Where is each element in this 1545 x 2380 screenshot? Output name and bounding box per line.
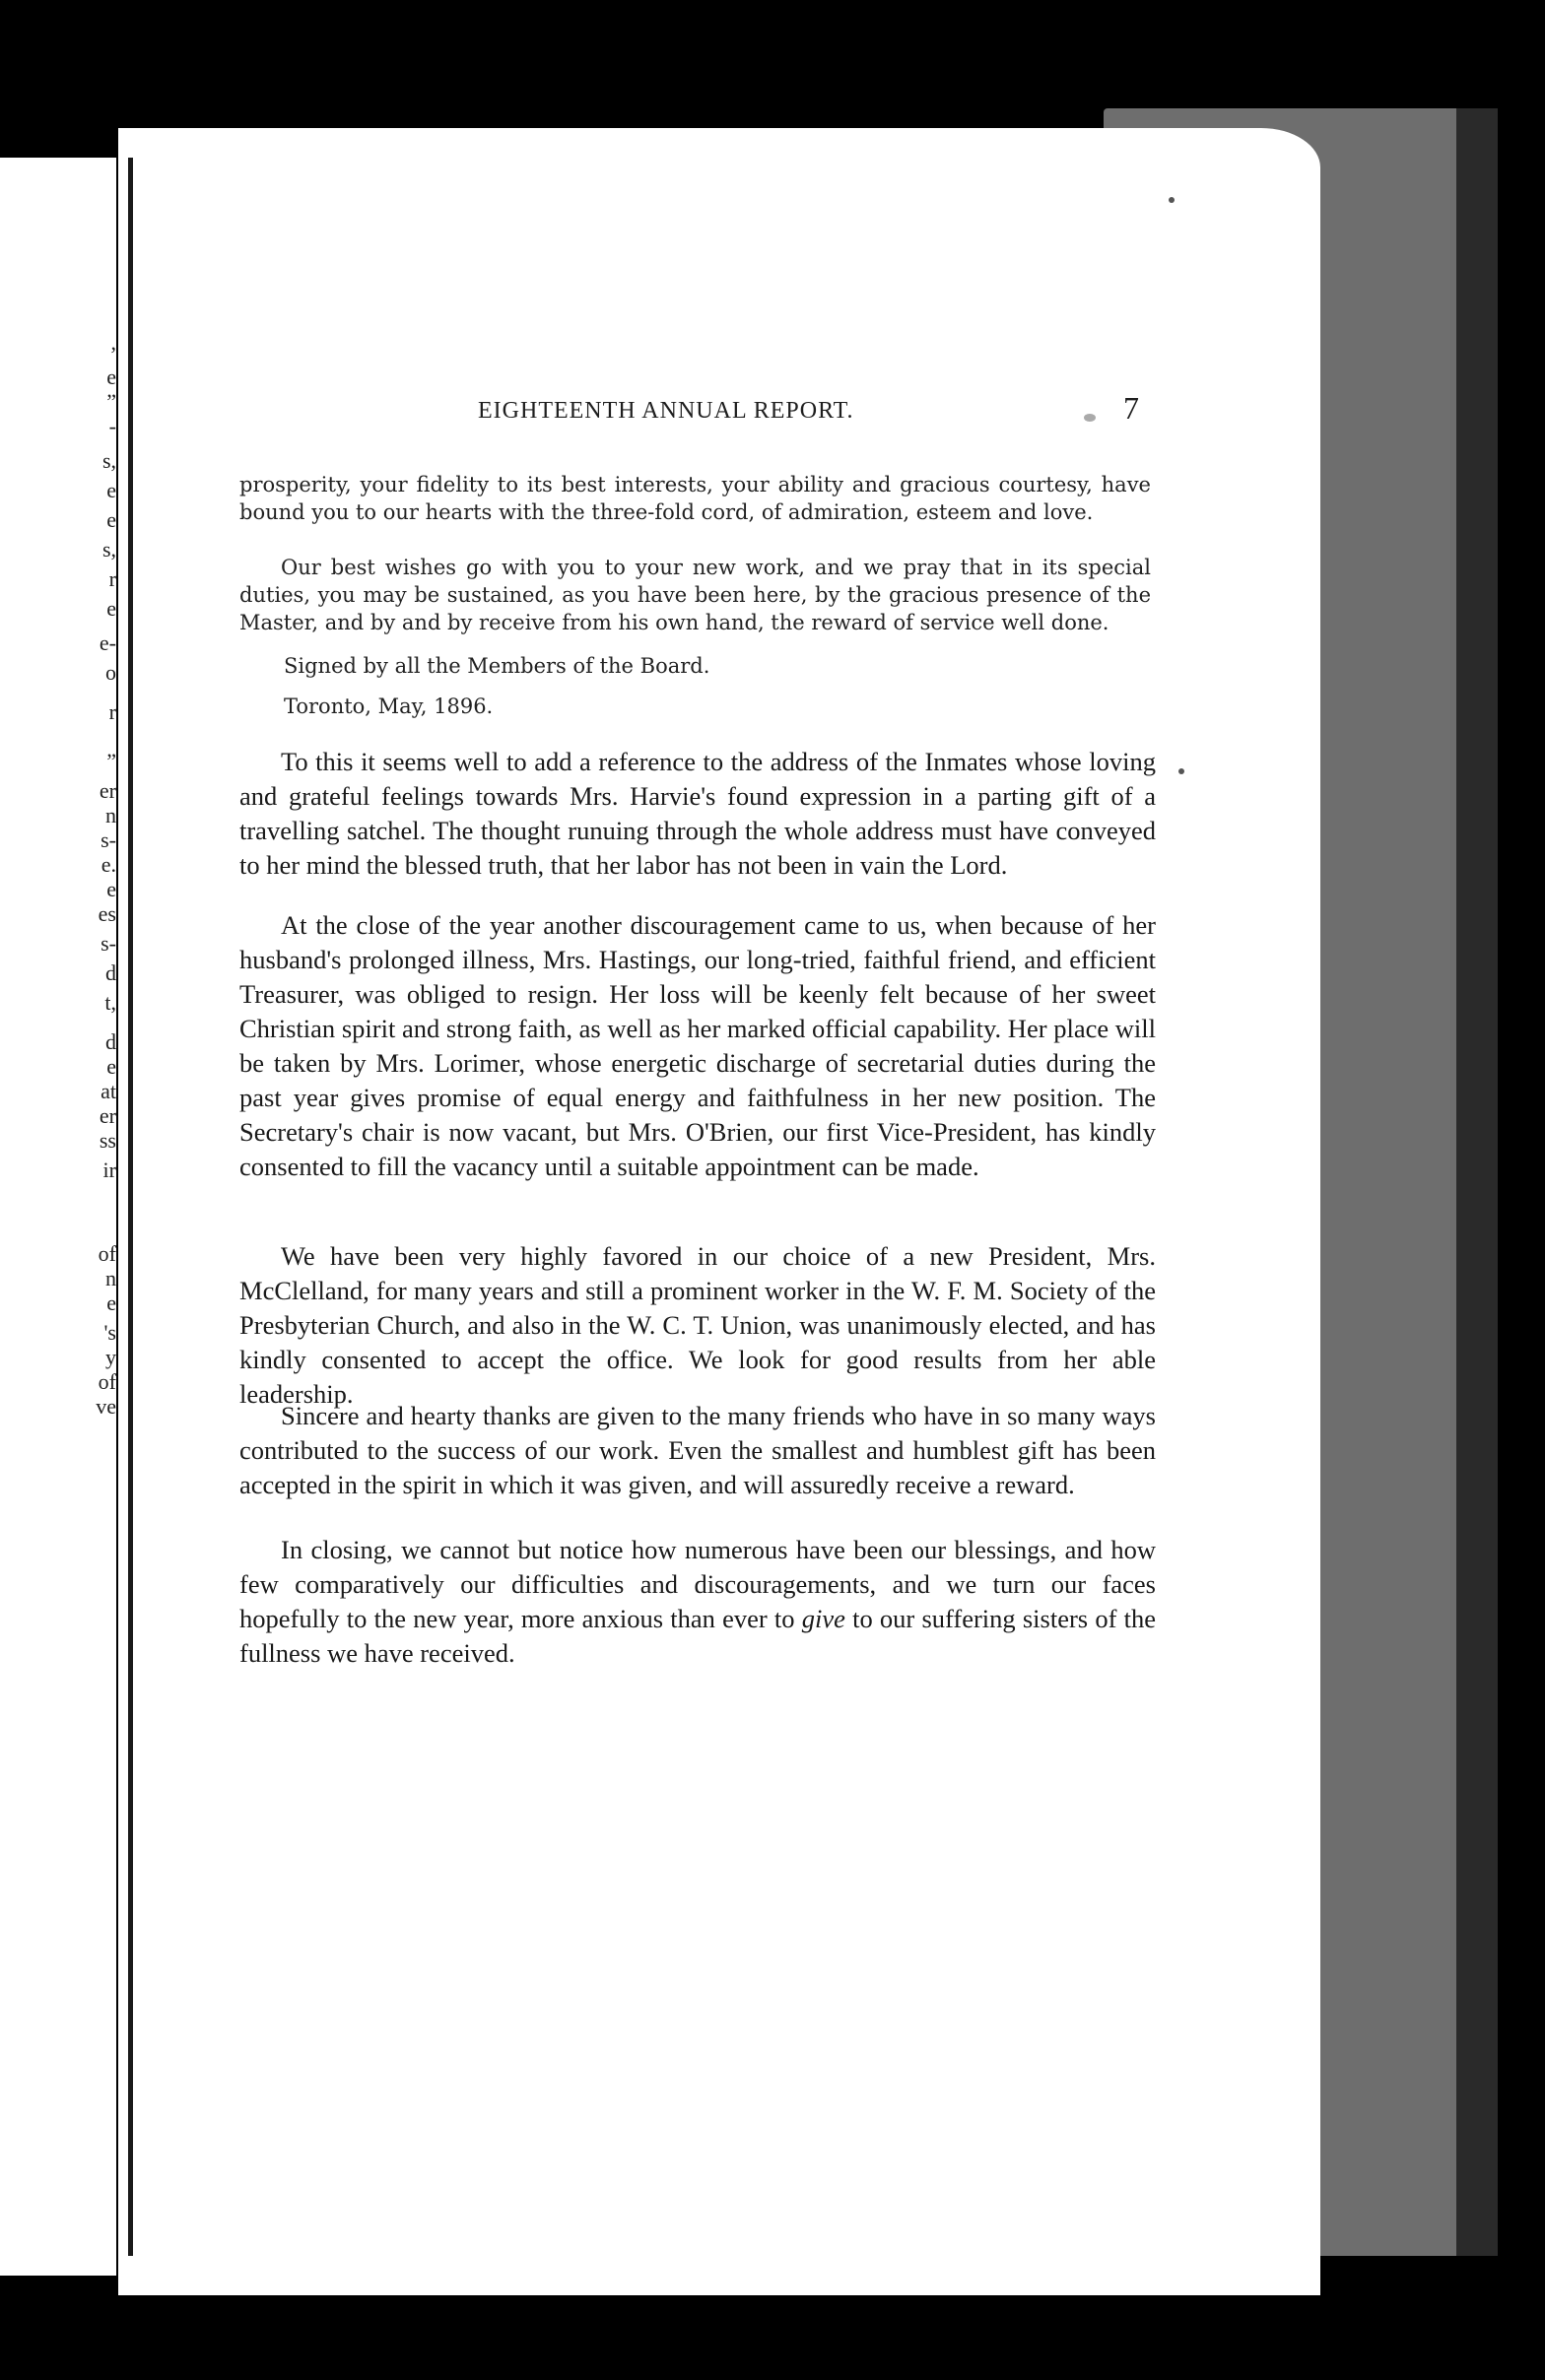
facing-page-text-fragment: s-: [101, 931, 116, 956]
facing-page-text-fragment: o: [105, 660, 116, 685]
facing-page-text-fragment: s,: [101, 448, 116, 473]
emphasis-give: give: [801, 1604, 845, 1633]
facing-page-text-fragment: of: [98, 1369, 116, 1394]
ink-speck: [1084, 414, 1096, 422]
page-gutter: [128, 158, 133, 2256]
facing-page-text-fragment: ,: [110, 330, 116, 355]
ink-speck: [1169, 197, 1175, 203]
facing-page-text-fragment: y: [105, 1345, 116, 1369]
letter-paragraph-2: Our best wishes go with you to your new work, and we pray that in its special duties, you may be sustained, as you have been here, by the gracious presence of the Master, and by and by receive from his own hand, the reward of service well done.: [239, 556, 1151, 634]
document-page: [118, 128, 1320, 2295]
facing-page-text-fragment: ss: [99, 1128, 116, 1153]
facing-page-text-fragment: e: [106, 596, 116, 621]
facing-page-text-fragment: e.: [101, 852, 116, 877]
page-number: 7: [1123, 390, 1139, 426]
facing-page-fragment: [0, 158, 116, 2276]
facing-page-text-fragment: n: [105, 1266, 116, 1290]
body-paragraph-4: Sincere and hearty thanks are given to the many friends who have in so many ways contributed to the success of our work. Even the smallest and humblest gift has been accepted in the spirit in which it was given, and will assuredly receive a reward.: [239, 1401, 1156, 1499]
facing-page-text-fragment: at: [101, 1079, 116, 1103]
board-shadow: [1456, 108, 1498, 2256]
facing-page-text-fragment: n: [105, 803, 116, 827]
facing-page-text-fragment: of: [98, 1241, 116, 1266]
facing-page-text-fragment: er: [99, 778, 116, 803]
facing-page-text-fragment: r: [108, 566, 116, 591]
letter-paragraph-1: prosperity, your fidelity to its best interests, your ability and gracious courtesy, have bound you to our hearts with the three-fold cord, of admiration, esteem and love.: [239, 473, 1151, 524]
facing-page-text-fragment: ”: [106, 389, 116, 414]
facing-page-text-fragment: e-: [99, 630, 116, 655]
facing-page-text-fragment: 's: [103, 1320, 116, 1345]
facing-page-text-fragment: t,: [104, 990, 116, 1015]
letter-dateline: Toronto, May, 1896.: [284, 694, 494, 718]
facing-page-text-fragment: ”: [106, 749, 116, 773]
running-title: EIGHTEENTH ANNUAL REPORT.: [478, 398, 854, 424]
facing-page-text-fragment: e: [106, 478, 116, 502]
facing-page-text-fragment: -: [108, 414, 116, 438]
facing-page-text-fragment: e: [106, 1054, 116, 1079]
facing-page-text-fragment: es: [98, 901, 116, 926]
facing-page-text-fragment: r: [108, 699, 116, 724]
closing-text-start: In closing, we cannot but notice how numerous have been our blessings, and how few comparatively our difficulties and discouragements, and we turn our faces hopefully to the new year, more anxious than ever to: [239, 1535, 1156, 1633]
letter-signature: Signed by all the Members of the Board.: [284, 654, 710, 678]
facing-page-text-fragment: d: [105, 1029, 116, 1054]
facing-page-text-fragment: d: [105, 960, 116, 985]
body-paragraph-3: We have been very highly favored in our choice of a new President, Mrs. McClelland, for many years and still a prominent worker in the W. F. M. Society of the Presbyterian Church, and also in the W. C. T. Union, was unanimously elected, and has kindly consented to accept the office. We look for good results from her able leadership.: [239, 1241, 1156, 1409]
facing-page-text-fragment: e: [106, 1290, 116, 1315]
facing-page-text-fragment: s-: [101, 827, 116, 852]
facing-page-text-fragment: s,: [101, 537, 116, 562]
body-paragraph-2: At the close of the year another discouragement came to us, when because of her husband's prolonged illness, Mrs. Hastings, our long-tried, faithful friend, and efficient Treasurer, was obliged to resign. Her loss will be keenly felt because of her sweet Christian spirit and strong faith, as well as her marked official capability. Her place will be taken by Mrs. Lorimer, whose energetic discharge of secretarial duties during the past year gives promise of equal energy and faithfulness in her new position. The Secretary's chair is now vacant, but Mrs. O'Brien, our first Vice-President, has kindly consented to fill the vacancy until a suitable appointment can be made.: [239, 910, 1156, 1181]
facing-page-text-fragment: ir: [102, 1157, 116, 1182]
body-paragraph-5: [239, 1533, 1156, 1671]
body-paragraph-1: To this it seems well to add a reference to the address of the Inmates whose loving and grateful feelings towards Mrs. Harvie's found expression in a parting gift of a travelling satchel. The thought runuing through the whole address must have conveyed to her mind the blessed truth, that her labor has not been in vain the Lord.: [239, 747, 1156, 880]
ink-speck: [1178, 768, 1184, 774]
facing-page-text-fragment: e: [106, 507, 116, 532]
facing-page-text-fragment: ve: [96, 1394, 116, 1419]
facing-page-text-fragment: e: [106, 877, 116, 901]
facing-page-text-fragment: e: [106, 364, 116, 389]
closing-text-end: to our suffering sisters of the fullness we have received.: [239, 1604, 1156, 1668]
facing-page-text-fragment: er: [99, 1103, 116, 1128]
